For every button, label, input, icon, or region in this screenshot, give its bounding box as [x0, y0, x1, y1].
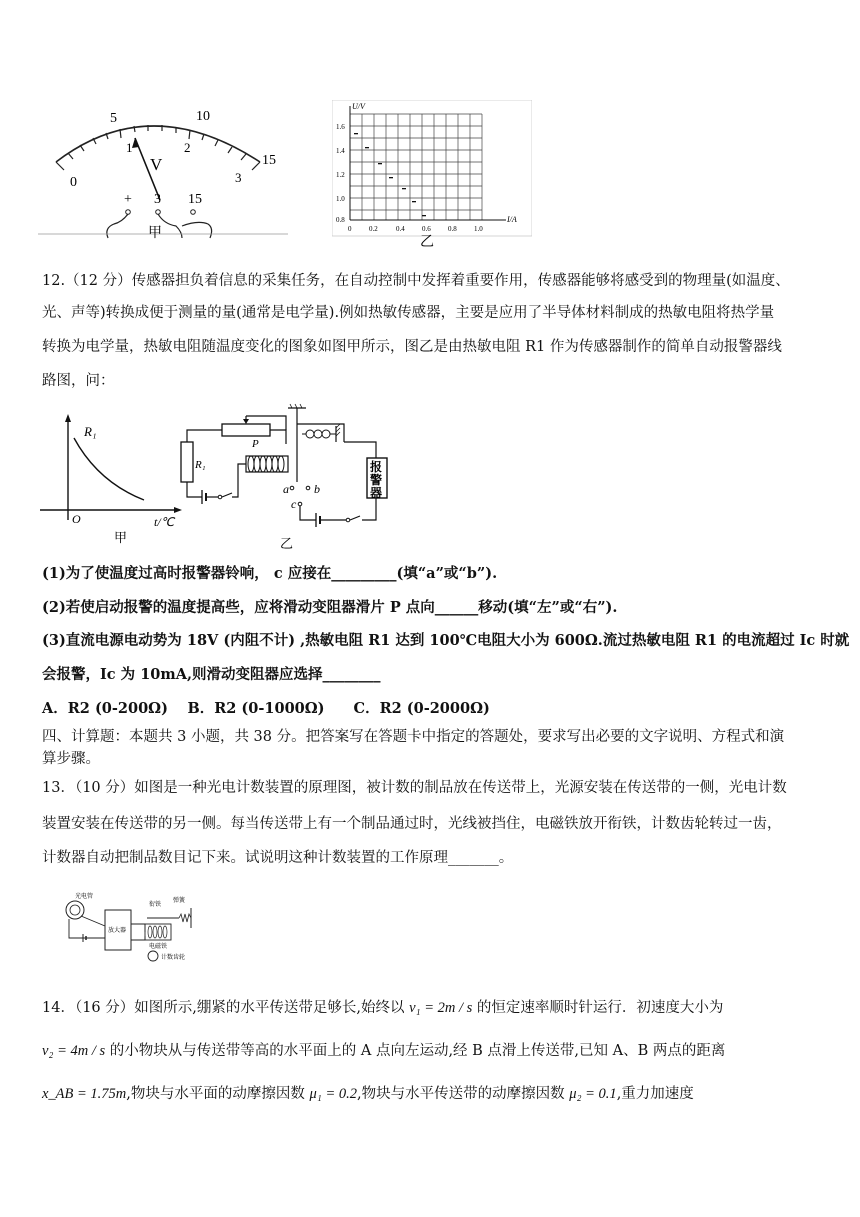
q12-sub-3b: 会报警，Ic 为 10mA,则滑动变阻器应选择________ [42, 666, 381, 683]
q14-line-3 [42, 1084, 824, 1104]
q12-line-4: 路图，问： [42, 373, 115, 389]
q14-line-1-a: 14．（16 分）如图所示,绷紧的水平传送带足够长,始终以 [42, 1000, 410, 1016]
contact-b: b [314, 482, 320, 496]
iv-data-points [354, 133, 426, 216]
contact-a: a [283, 482, 289, 496]
counter-label-amplifier: 放大器 [108, 928, 127, 934]
voltmeter-tick-5: 5 [110, 111, 117, 126]
voltmeter-tick-10: 10 [196, 109, 210, 124]
iv-xtick: 0.6 [422, 225, 431, 233]
q12-sub-3a: (3)直流电源电动势为 18V (内阻不计) ,热敏电阻 R1 达到 100℃电阻大小为 600Ω.流过热敏电阻 R1 的电流超过 Ic 时就 [42, 632, 850, 649]
voltmeter-tick-15: 15 [262, 153, 276, 168]
q14-line-2-b: 的小物块从与传送带等高的水平面上的 A 点向左运动,经 B 点滑上传送带,已知 A、B 两点的距离 [105, 1043, 726, 1059]
q14-mu2: μ₂ = 0.1 [569, 1086, 617, 1102]
q14-line-3-d: ,重力加速度 [616, 1086, 694, 1102]
section4-line-1: 四、计算题：本题共 3 小题，共 38 分。把答案写在答题卡中指定的答题处，要求写出必要的文字说明、方程式和演 [42, 729, 785, 745]
alarm-label-3: 器 [370, 486, 383, 500]
voltmeter-terminal-3: 3 [154, 192, 161, 207]
resistor-r1 [181, 442, 193, 482]
counter-label-gear: 计数齿轮 [161, 955, 186, 961]
counter-label-electromagnet: 电磁铁 [149, 944, 168, 950]
q12-line-2: 光、声等)转换成便于测量的量(通常是电学量).例如热敏传感器，主要是应用了半导体材料制成的热敏电阻将热学量 [42, 305, 775, 321]
voltmeter-inner-2: 2 [184, 140, 191, 155]
q14-mu1: μ₁ = 0.2 [309, 1086, 357, 1102]
iv-graph-figure [332, 100, 532, 250]
voltmeter-tick-0: 0 [70, 175, 77, 190]
q12-line-1: 12.（12 分）传感器担负着信息的采集任务，在自动控制中发挥着重要作用，传感器能够将感受到的物理量(如温度、 [42, 273, 790, 289]
q14-line-2 [42, 1041, 824, 1061]
q14-line-1 [42, 998, 824, 1018]
voltmeter-figure [38, 100, 288, 242]
iv-ytick: 1.2 [336, 171, 345, 179]
slider-rheostat [222, 424, 270, 436]
q12-sub-1: (1)为了使温度过高时报警器铃响， c 应接在_________(填“a”或“b”). [42, 565, 498, 582]
counter-label-phototube: 光电管 [75, 894, 94, 900]
graph-origin: O [72, 512, 81, 526]
voltmeter-unit: V [150, 155, 163, 174]
counter-label-armature: 衔铁 [149, 902, 162, 908]
resistor-r1-label: R₁ [195, 459, 206, 471]
voltmeter-caption: 甲 [148, 226, 162, 241]
q14-xab: x_AB = 1.75m [42, 1086, 127, 1102]
section4-line-2: 算步骤。 [42, 751, 100, 767]
q14-v1: v₁ = 2m / s [409, 1000, 473, 1016]
q12-options: A．R2 (0-200Ω) B．R2 (0-1000Ω) C．R2 (0-2000Ω) [42, 700, 490, 717]
slider-label: P [252, 438, 259, 450]
graph-caption: 甲 [114, 530, 128, 545]
iv-xlabel: I/A [507, 215, 517, 224]
circuit-caption: 乙 [280, 536, 294, 551]
iv-caption: 乙 [420, 235, 434, 250]
iv-grid [350, 114, 482, 220]
q12-line-3: 转换为电学量，热敏电阻随温度变化的图象如图甲所示，图乙是由热敏电阻 R1 作为传感器制作的简单自动报警器线 [42, 339, 782, 355]
iv-ytick: 0.8 [336, 216, 345, 224]
iv-xtick: 0 [348, 225, 352, 233]
counter-label-spring: 弹簧 [173, 898, 186, 904]
iv-xtick: 0.2 [369, 225, 378, 233]
voltmeter-terminal-plus: + [124, 192, 132, 207]
iv-ytick: 1.0 [336, 195, 345, 203]
alarm-circuit [176, 402, 406, 560]
graph-ylabel: R₁ [84, 424, 97, 439]
voltmeter-inner-3: 3 [235, 170, 242, 185]
voltmeter-terminal-15: 15 [188, 192, 202, 207]
iv-ytick: 1.4 [336, 147, 345, 155]
q14-line-1-b: 的恒定速率顺时针运行．初速度大小为 [472, 1000, 724, 1016]
iv-xtick: 0.8 [448, 225, 457, 233]
q13-line-2: 装置安装在传送带的另一侧。每当传送带上有一个制品通过时，光线被挡住，电磁铁放开衔铁，计数齿轮转过一齿， [42, 816, 782, 832]
q12-sub-2: (2)若使启动报警的温度提高些，应将滑动变阻器滑片 P 点向______移动(填“左”或“右”). [42, 599, 618, 616]
graph-xlabel: t/℃ [154, 515, 175, 529]
q14-line-3-b: ,物块与水平面的动摩擦因数 [126, 1086, 310, 1102]
q13-line-3: 计数器自动把制品数目记下来。试说明这种计数装置的工作原理_______。 [42, 850, 514, 866]
iv-xtick: 0.4 [396, 225, 405, 233]
photoelectric-counter-figure [55, 888, 215, 968]
iv-xtick: 1.0 [474, 225, 483, 233]
alarm-label-1: 报 [370, 460, 383, 474]
iv-ylabel: U/V [352, 102, 365, 111]
contact-c: c [291, 497, 297, 511]
q14-v2: v₂ = 4m / s [42, 1043, 106, 1059]
q14-line-3-c: ,物块与水平传送带的动摩擦因数 [356, 1086, 570, 1102]
iv-ytick: 1.6 [336, 123, 345, 131]
alarm-label-2: 警 [370, 473, 383, 487]
voltmeter-inner-1: 1 [126, 140, 133, 155]
thermistor-graph [40, 410, 190, 558]
q13-line-1: 13．（10 分）如图是一种光电计数装置的原理图，被计数的制品放在传送带上，光源安装在传送带的一侧，光电计数 [42, 780, 787, 796]
